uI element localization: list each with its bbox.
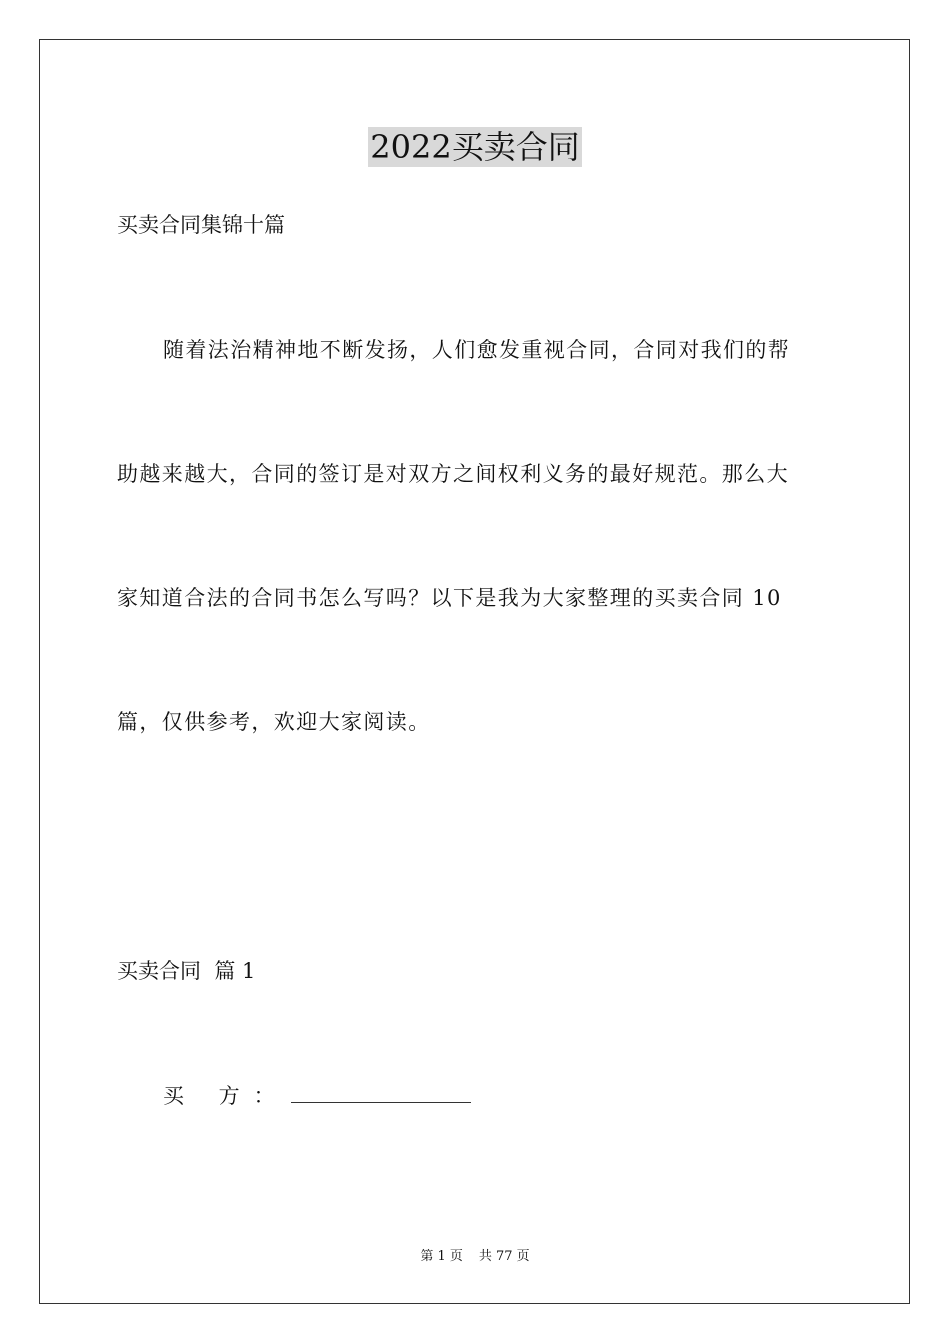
intro-line-2: 助越来越大，合同的签订是对双方之间权利义务的最好规范。那么大 (117, 462, 789, 486)
buyer-label: 买 方： (163, 1084, 289, 1108)
section-heading: 买卖合同 篇 1 (117, 959, 256, 983)
intro-line-3: 家知道合法的合同书怎么写吗？以下是我为大家整理的买卖合同 10 (117, 586, 782, 610)
document-title (0, 127, 950, 167)
buyer-field-row (163, 1082, 471, 1110)
intro-line-4: 篇，仅供参考，欢迎大家阅读。 (117, 710, 431, 734)
intro-line-1: 随着法治精神地不断发扬，人们愈发重视合同，合同对我们的帮 (163, 338, 791, 362)
page-footer (0, 1248, 950, 1266)
page-number-total: 共 77 页 (478, 1249, 530, 1264)
document-subtitle: 买卖合同集锦十篇 (117, 213, 285, 237)
page-number-current: 第 1 页 (420, 1249, 463, 1264)
document-title-text: 2022买卖合同 (370, 128, 580, 166)
buyer-blank-field (291, 1082, 471, 1103)
